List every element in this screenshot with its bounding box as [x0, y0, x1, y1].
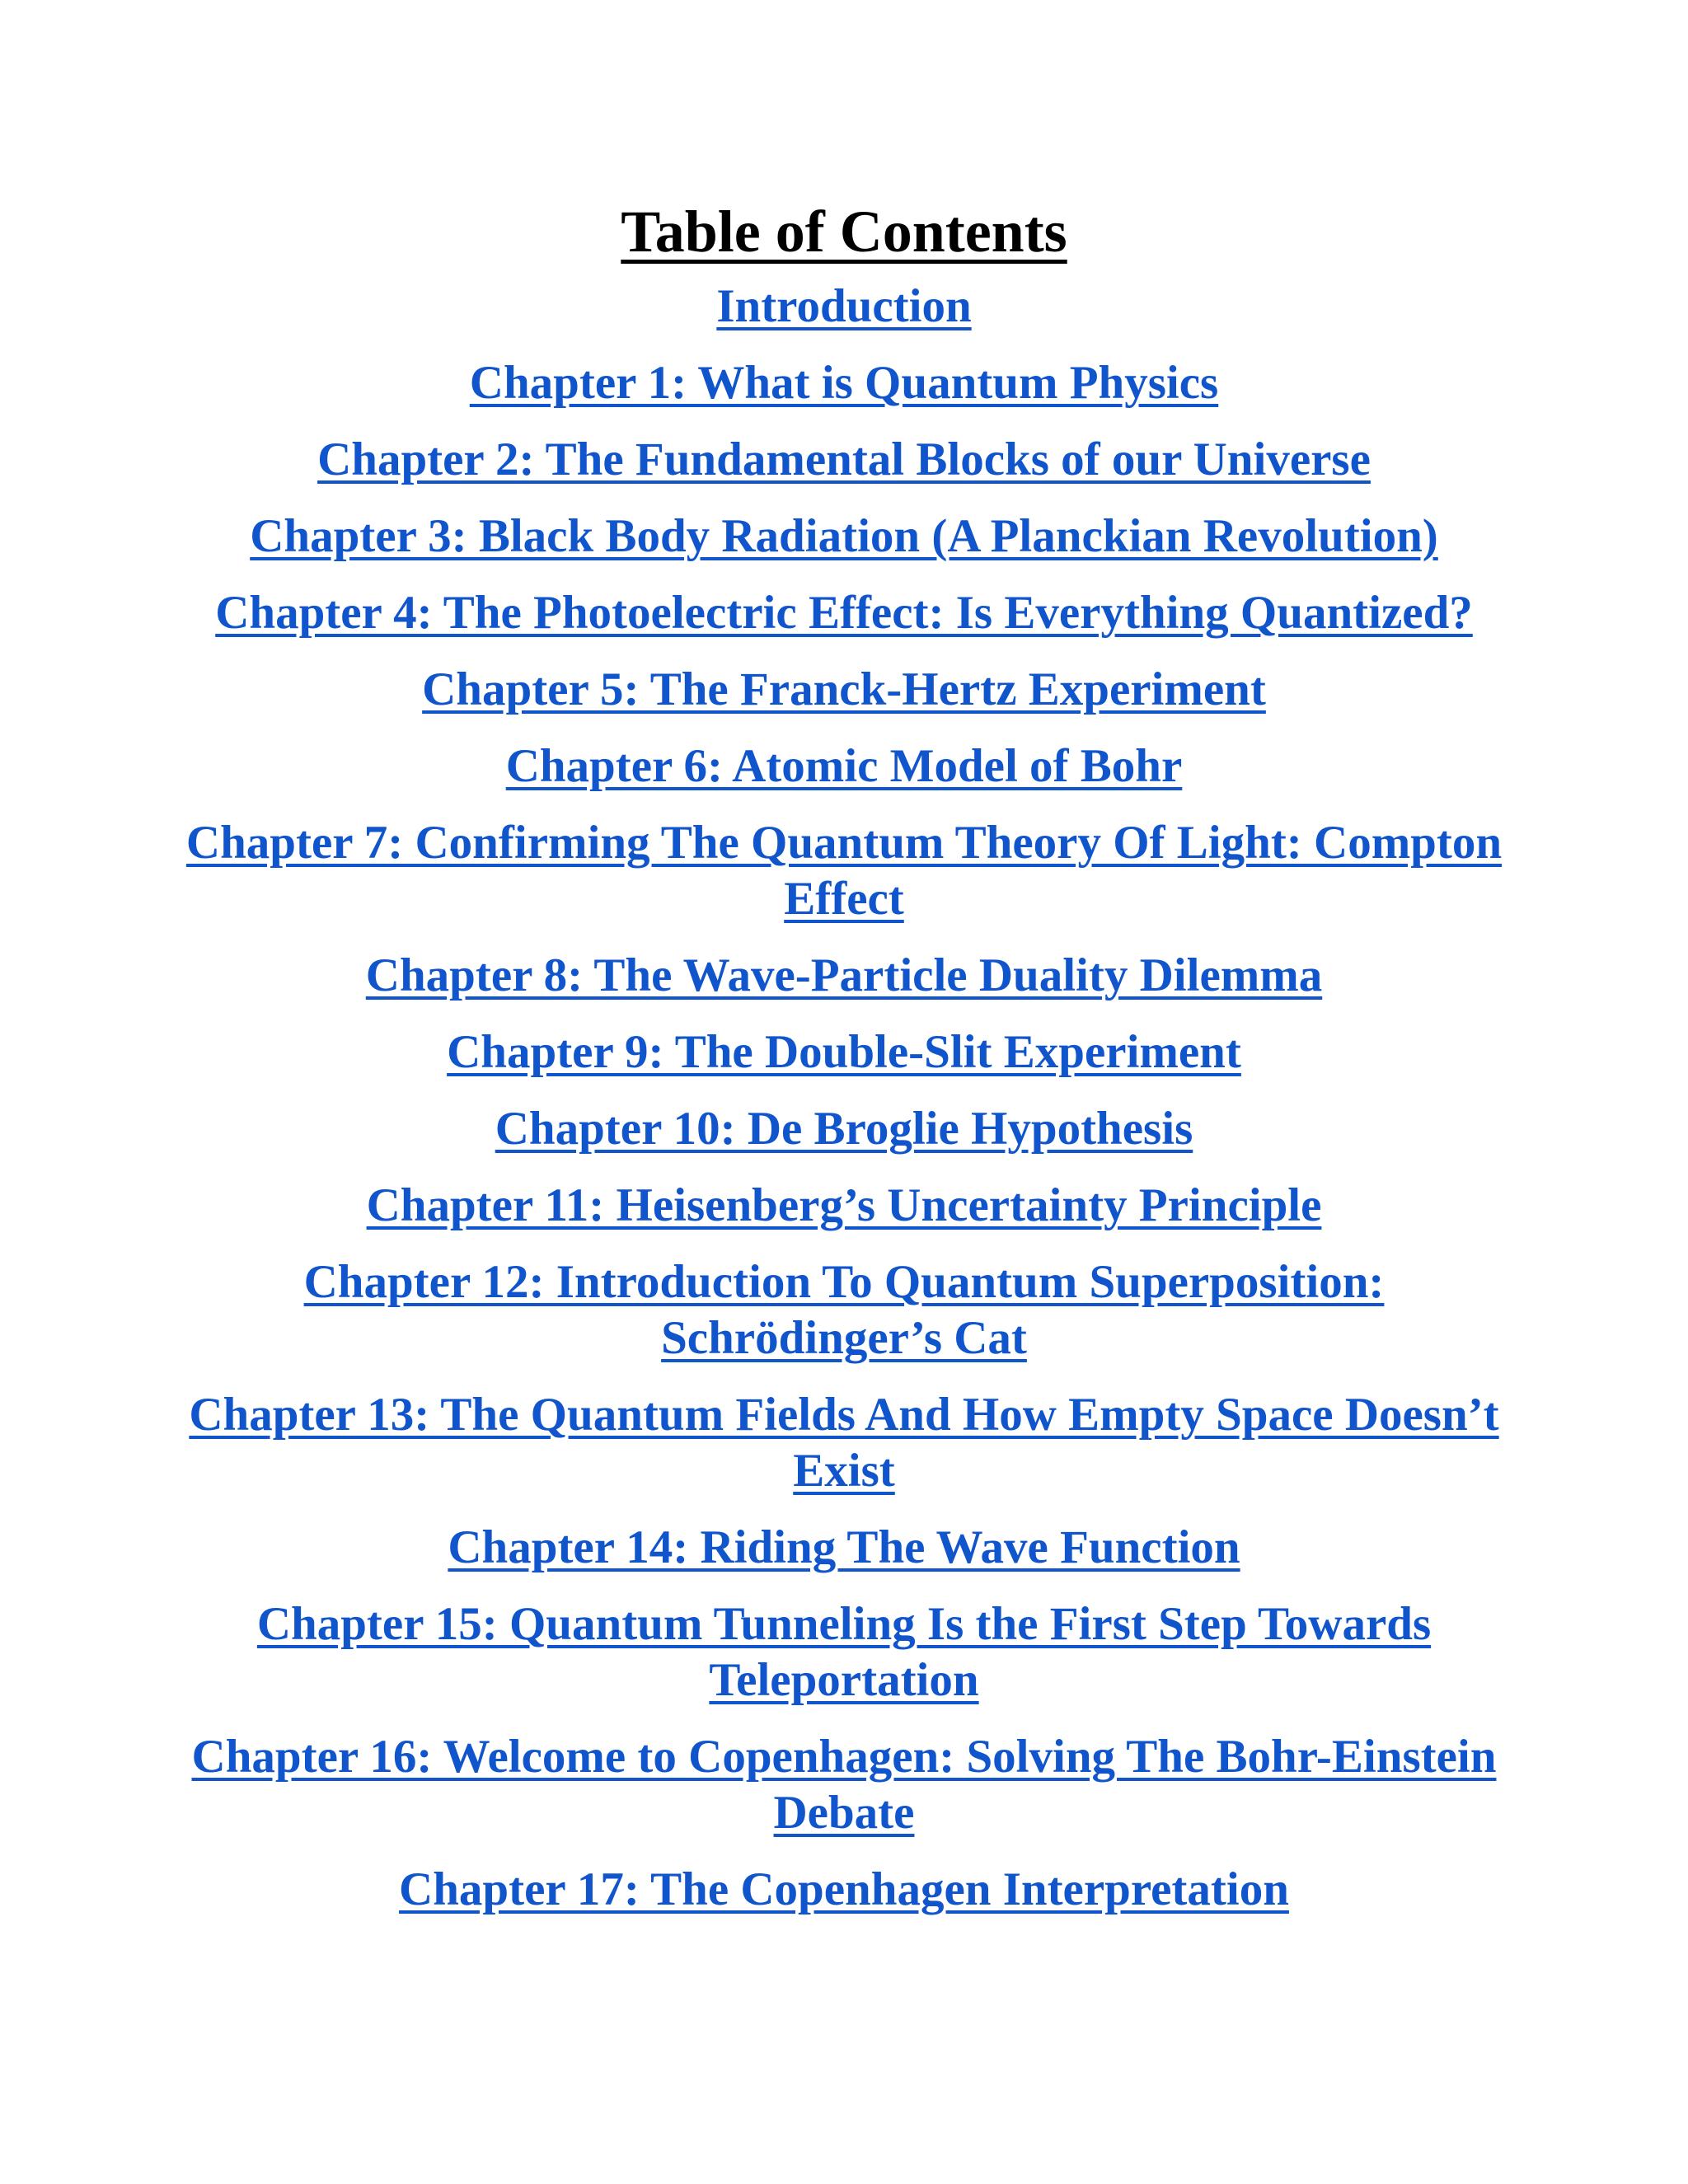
toc-item-chapter-2	[165, 432, 1523, 488]
toc-item-introduction	[165, 279, 1523, 335]
toc-item-chapter-15	[165, 1596, 1523, 1708]
toc-item-chapter-5	[165, 662, 1523, 718]
toc-link-introduction[interactable]: Introduction	[716, 280, 972, 332]
toc-link-chapter-2[interactable]: Chapter 2: The Fundamental Blocks of our Universe	[317, 434, 1371, 485]
toc-link-chapter-10[interactable]: Chapter 10: De Broglie Hypothesis	[495, 1103, 1193, 1155]
toc-link-chapter-5[interactable]: Chapter 5: The Franck-Hertz Experiment	[422, 663, 1266, 715]
toc-item-chapter-3	[165, 509, 1523, 565]
toc-list	[165, 279, 1523, 1938]
toc-item-chapter-11	[165, 1178, 1523, 1234]
toc-link-chapter-15[interactable]: Chapter 15: Quantum Tunneling Is the First Step Towards Teleportation	[256, 1598, 1432, 1706]
toc-item-chapter-6	[165, 738, 1523, 794]
toc-item-chapter-12	[165, 1254, 1523, 1366]
toc-link-chapter-3[interactable]: Chapter 3: Black Body Radiation (A Planckian Revolution)	[250, 510, 1438, 562]
toc-item-chapter-4	[165, 585, 1523, 641]
toc-link-chapter-9[interactable]: Chapter 9: The Double-Slit Experiment	[447, 1026, 1241, 1078]
toc-item-chapter-13	[165, 1387, 1523, 1499]
toc-title: Table of Contents	[621, 199, 1067, 265]
toc-item-chapter-16	[165, 1729, 1523, 1841]
toc-link-chapter-7[interactable]: Chapter 7: Confirming The Quantum Theory Of Light: Compton Effect	[185, 817, 1503, 925]
toc-link-chapter-6[interactable]: Chapter 6: Atomic Model of Bohr	[505, 740, 1183, 792]
toc-link-chapter-8[interactable]: Chapter 8: The Wave-Particle Duality Dilemma	[365, 949, 1323, 1001]
toc-item-chapter-10	[165, 1101, 1523, 1157]
toc-link-chapter-11[interactable]: Chapter 11: Heisenberg’s Uncertainty Principle	[366, 1179, 1322, 1231]
toc-item-chapter-17	[165, 1862, 1523, 1918]
toc-item-chapter-14	[165, 1520, 1523, 1576]
toc-link-chapter-14[interactable]: Chapter 14: Riding The Wave Function	[448, 1521, 1240, 1573]
toc-link-chapter-17[interactable]: Chapter 17: The Copenhagen Interpretation	[399, 1863, 1289, 1915]
toc-link-chapter-4[interactable]: Chapter 4: The Photoelectric Effect: Is Everything Quantized?	[215, 587, 1473, 639]
toc-item-chapter-7	[165, 815, 1523, 927]
toc-link-chapter-1[interactable]: Chapter 1: What is Quantum Physics	[469, 357, 1219, 409]
toc-link-chapter-13[interactable]: Chapter 13: The Quantum Fields And How Empty Space Doesn’t Exist	[189, 1389, 1499, 1497]
toc-link-chapter-16[interactable]: Chapter 16: Welcome to Copenhagen: Solving The Bohr-Einstein Debate	[191, 1731, 1497, 1839]
toc-item-chapter-9	[165, 1024, 1523, 1080]
toc-item-chapter-1	[165, 355, 1523, 411]
toc-link-chapter-12[interactable]: Chapter 12: Introduction To Quantum Superposition: Schrödinger’s Cat	[303, 1256, 1385, 1364]
toc-item-chapter-8	[165, 948, 1523, 1004]
